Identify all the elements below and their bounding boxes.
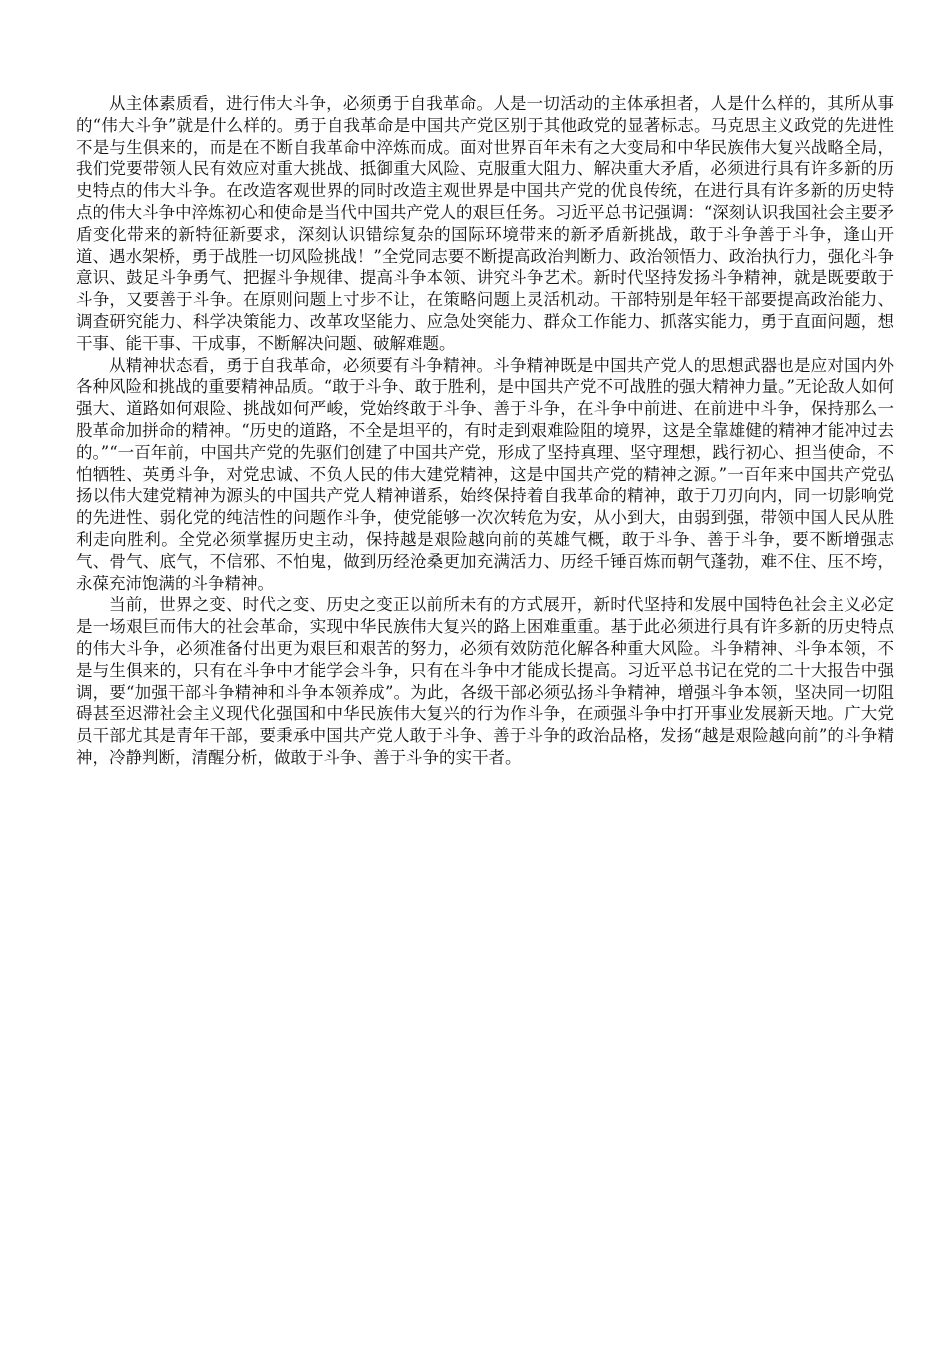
paragraph-current-situation: 当前，世界之变、时代之变、历史之变正以前所未有的方式展开，新时代坚持和发展中国特色社会主义必定是一场艰巨而伟大的社会革命，实现中华民族伟大复兴的路上困难重重。基于此必须进行具有许多新的历史特点的伟大斗争，必须准备付出更为艰巨和艰苦的努力，必须有效防范化解各种重大风险。斗争精神、斗争本领，不是与生俱来的，只有在斗争中才能学会斗争，只有在斗争中才能成长提高。习近平总书记在党的二十大报告中强调，要“加强干部斗争精神和斗争本领养成”。为此，各级干部必须弘扬斗争精神，增强斗争本领，坚决同一切阻碍甚至迟滞社会主义现代化强国和中华民族伟大复兴的行为作斗争，在顽强斗争中打开事业发展新天地。广大党员干部尤其是青年干部，要秉承中国共产党人敢于斗争、善于斗争的政治品格，发扬“越是艰险越向前”的斗争精神，冷静判断，清醒分析，做敢于斗争、善于斗争的实干者。 bbox=[76, 595, 894, 767]
document-body bbox=[76, 93, 894, 769]
paragraph-spirit-state: 从精神状态看，勇于自我革命，必须要有斗争精神。斗争精神既是中国共产党人的思想武器也是应对国内外各种风险和挑战的重要精神品质。“敢于斗争、敢于胜利，是中国共产党不可战胜的强大精神力量。”无论敌人如何强大、道路如何艰险、挑战如何严峻，党始终敢于斗争、善于斗争，在斗争中前进、在前进中斗争，保持那么一股革命加拼命的精神。“历史的道路，不全是坦平的，有时走到艰难险阻的境界，这是全靠雄健的精神才能冲过去的。”“一百年前，中国共产党的先驱们创建了中国共产党，形成了坚持真理、坚守理想，践行初心、担当使命，不怕牺牲、英勇斗争，对党忠诚、不负人民的伟大建党精神，这是中国共产党的精神之源。”一百年来中国共产党弘扬以伟大建党精神为源头的中国共产党人精神谱系，始终保持着自我革命的精神，敢于刀刃向内，同一切影响党的先进性、弱化党的纯洁性的问题作斗争，使党能够一次次转危为安，从小到大，由弱到强，带领中国人民从胜利走向胜利。全党必须掌握历史主动，保持越是艰险越向前的英雄气概，敢于斗争、善于斗争，要不断增强志气、骨气、底气，不信邪、不怕鬼，做到历经沧桑更加充满活力、历经千锤百炼而朝气蓬勃，难不住、压不垮，永葆充沛饱满的斗争精神。 bbox=[76, 355, 894, 593]
paragraph-subject-quality: 从主体素质看，进行伟大斗争，必须勇于自我革命。人是一切活动的主体承担者，人是什么样的，其所从事的“伟大斗争”就是什么样的。勇于自我革命是中国共产党区别于其他政党的显著标志。马克思主义政党的先进性不是与生俱来的，而是在不断自我革命中淬炼而成。面对世界百年未有之大变局和中华民族伟大复兴战略全局，我们党要带领人民有效应对重大挑战、抵御重大风险、克服重大阻力、解决重大矛盾，必须进行具有许多新的历史特点的伟大斗争。在改造客观世界的同时改造主观世界是中国共产党的优良传统，在进行具有许多新的历史特点的伟大斗争中淬炼初心和使命是当代中国共产党人的艰巨任务。习近平总书记强调：“深刻认识我国社会主要矛盾变化带来的新特征新要求，深刻认识错综复杂的国际环境带来的新矛盾新挑战，敢于斗争善于斗争，逢山开道、遇水架桥，勇于战胜一切风险挑战！”全党同志要不断提高政治判断力、政治领悟力、政治执行力，强化斗争意识、鼓足斗争勇气、把握斗争规律、提高斗争本领、讲究斗争艺术。新时代坚持发扬斗争精神，就是既要敢于斗争，又要善于斗争。在原则问题上寸步不让，在策略问题上灵活机动。干部特别是年轻干部要提高政治能力、调查研究能力、科学决策能力、改革攻坚能力、应急处突能力、群众工作能力、抓落实能力，勇于直面问题，想干事、能干事、干成事，不断解决问题、破解难题。 bbox=[76, 94, 894, 353]
